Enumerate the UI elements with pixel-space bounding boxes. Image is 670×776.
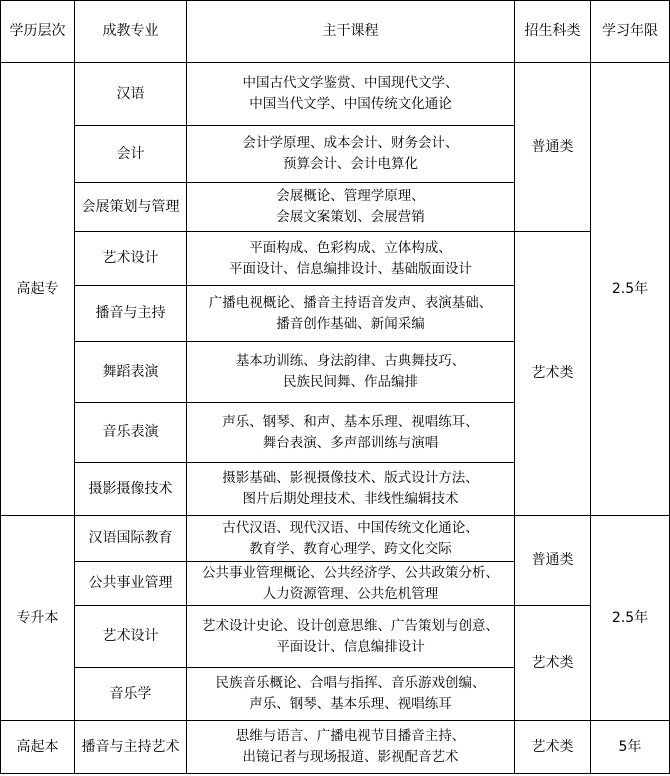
level-cell: 高起本 <box>1 721 75 774</box>
courses-cell: 古代汉语、现代汉语、中国传统文化通论、 教育学、教育心理学、跨文化交际 <box>187 516 515 562</box>
duration-cell: 5年 <box>591 721 670 774</box>
courses-cell: 民族音乐概论、合唱与指挥、音乐游戏创编、 声乐、钢琴、基本乐理、视唱练耳 <box>187 668 515 721</box>
courses-cell: 平面构成、色彩构成、立体构成、 平面设计、信息编排设计、基础版面设计 <box>187 232 515 286</box>
major-cell: 汉语国际教育 <box>75 516 187 562</box>
major-cell: 汉语 <box>75 63 187 126</box>
header-major: 成教专业 <box>75 1 187 63</box>
major-cell: 摄影摄像技术 <box>75 463 187 516</box>
courses-cell: 公共事业管理概论、公共经济学、公共政策分析、 人力资源管理、公共危机管理 <box>187 562 515 606</box>
category-cell: 普通类 <box>515 63 591 232</box>
level-cell: 高起专 <box>1 63 75 516</box>
major-cell: 音乐表演 <box>75 403 187 463</box>
courses-cell: 会计学原理、成本会计、财务会计、 预算会计、会计电算化 <box>187 126 515 183</box>
duration-cell: 2.5年 <box>591 516 670 721</box>
table-row <box>1 516 670 562</box>
level-cell: 专升本 <box>1 516 75 721</box>
courses-cell: 艺术设计史论、设计创意思维、广告策划与创意、 平面设计、信息编排设计 <box>187 606 515 668</box>
header-level: 学历层次 <box>1 1 75 63</box>
major-cell: 音乐学 <box>75 668 187 721</box>
courses-cell: 声乐、钢琴、和声、基本乐理、视唱练耳、 舞台表演、多声部训练与演唱 <box>187 403 515 463</box>
table-row <box>1 606 670 668</box>
duration-cell: 2.5年 <box>591 63 670 516</box>
major-cell: 艺术设计 <box>75 232 187 286</box>
major-cell: 艺术设计 <box>75 606 187 668</box>
category-cell: 艺术类 <box>515 721 591 774</box>
category-cell: 艺术类 <box>515 232 591 516</box>
major-cell: 会展策划与管理 <box>75 183 187 232</box>
header-row <box>1 1 670 63</box>
table-row <box>1 63 670 126</box>
table-row <box>1 232 670 286</box>
courses-cell: 广播电视概论、播音主持语音发声、表演基础、 播音创作基础、新闻采编 <box>187 286 515 342</box>
courses-cell: 摄影基础、影视摄像技术、版式设计方法、 图片后期处理技术、非线性编辑技术 <box>187 463 515 516</box>
category-cell: 普通类 <box>515 516 591 606</box>
courses-cell: 中国古代文学鉴赏、中国现代文学、 中国当代文学、中国传统文化通论 <box>187 63 515 126</box>
header-courses: 主干课程 <box>187 1 515 63</box>
major-cell: 公共事业管理 <box>75 562 187 606</box>
table-row <box>1 721 670 774</box>
category-cell: 艺术类 <box>515 606 591 721</box>
courses-cell: 基本功训练、身法韵律、古典舞技巧、 民族民间舞、作品编排 <box>187 342 515 403</box>
courses-cell: 会展概论、管理学原理、 会展文案策划、会展营销 <box>187 183 515 232</box>
major-cell: 播音与主持艺术 <box>75 721 187 774</box>
major-cell: 播音与主持 <box>75 286 187 342</box>
major-cell: 会计 <box>75 126 187 183</box>
major-cell: 舞蹈表演 <box>75 342 187 403</box>
header-category: 招生科类 <box>515 1 591 63</box>
header-duration: 学习年限 <box>591 1 670 63</box>
courses-cell: 思维与语言、广播电视节目播音主持、 出镜记者与现场报道、影视配音艺术 <box>187 721 515 774</box>
